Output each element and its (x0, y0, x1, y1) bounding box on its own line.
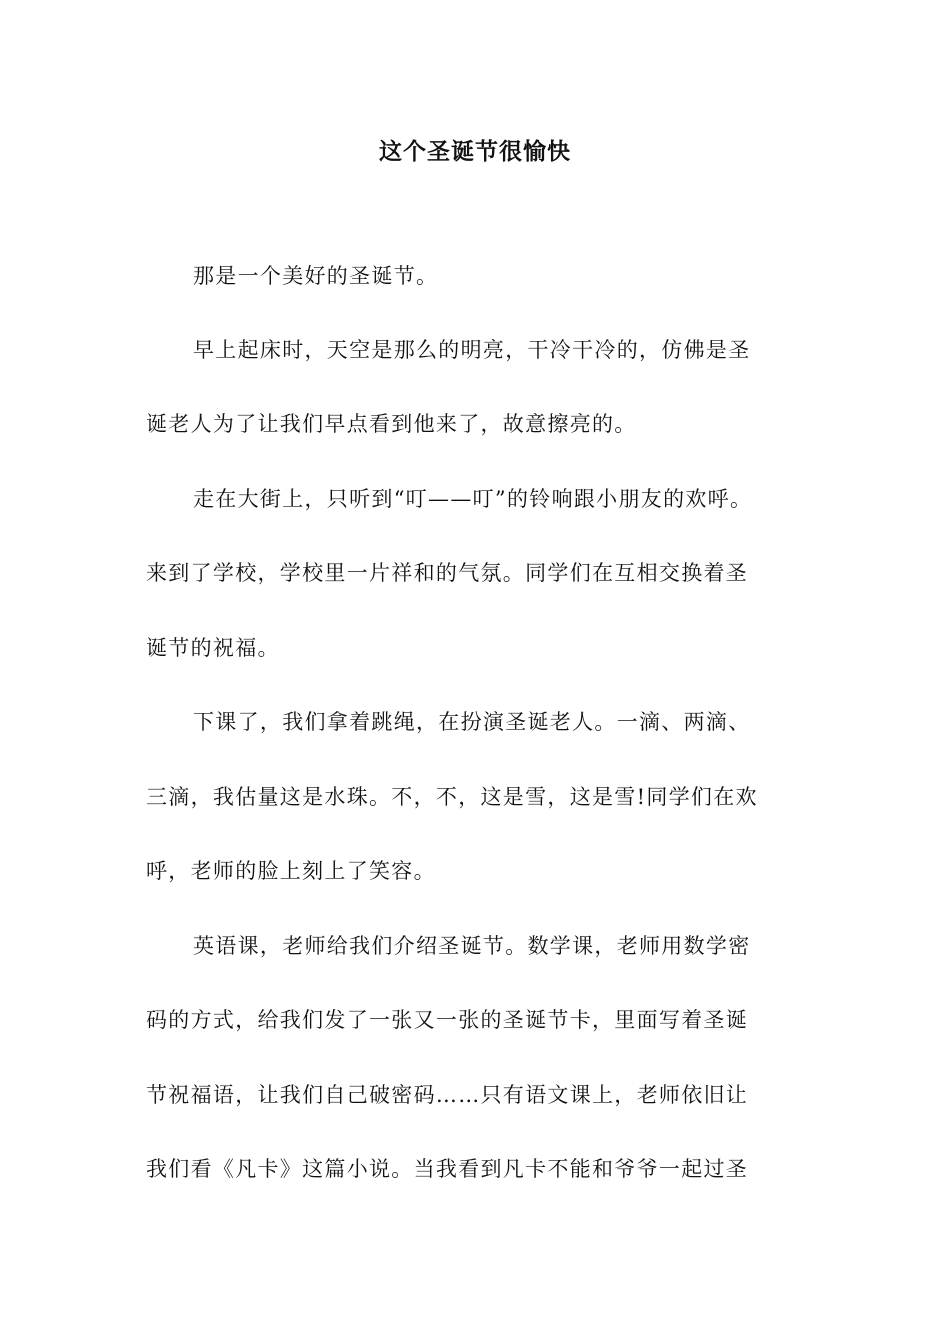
paragraph-line: 早上起床时，天空是那么的明亮，干冷干冷的，仿佛是圣 (193, 338, 751, 362)
paragraph-line: 节祝福语，让我们自己破密码……只有语文课上，老师依旧让 (146, 1083, 749, 1107)
paragraph-line: 走在大街上，只听到“叮——叮”的铃响跟小朋友的欢呼。 (193, 487, 753, 511)
paragraph-line: 三滴，我估量这是水珠。不，不，这是雪，这是雪!同学们在欢 (146, 785, 758, 809)
paragraph-line: 我们看《凡卡》这篇小说。当我看到凡卡不能和爷爷一起过圣 (146, 1157, 749, 1181)
paragraph-line: 来到了学校，学校里一片祥和的气氛。同学们在互相交换着圣 (146, 561, 749, 585)
paragraph-line: 呼，老师的脸上刻上了笑容。 (146, 859, 436, 883)
paragraph-line: 下课了，我们拿着跳绳，在扮演圣诞老人。一滴、两滴、 (193, 710, 751, 734)
document-title: 这个圣诞节很愉快 (379, 138, 571, 165)
paragraph-line: 码的方式，给我们发了一张又一张的圣诞节卡，里面写着圣诞 (146, 1008, 749, 1032)
paragraph-line: 诞节的祝福。 (146, 636, 280, 660)
paragraph-line: 诞老人为了让我们早点看到他来了，故意擦亮的。 (146, 412, 637, 436)
paragraph-line: 英语课，老师给我们介绍圣诞节。数学课，老师用数学密 (193, 934, 751, 958)
paragraph-line: 那是一个美好的圣诞节。 (193, 264, 439, 288)
